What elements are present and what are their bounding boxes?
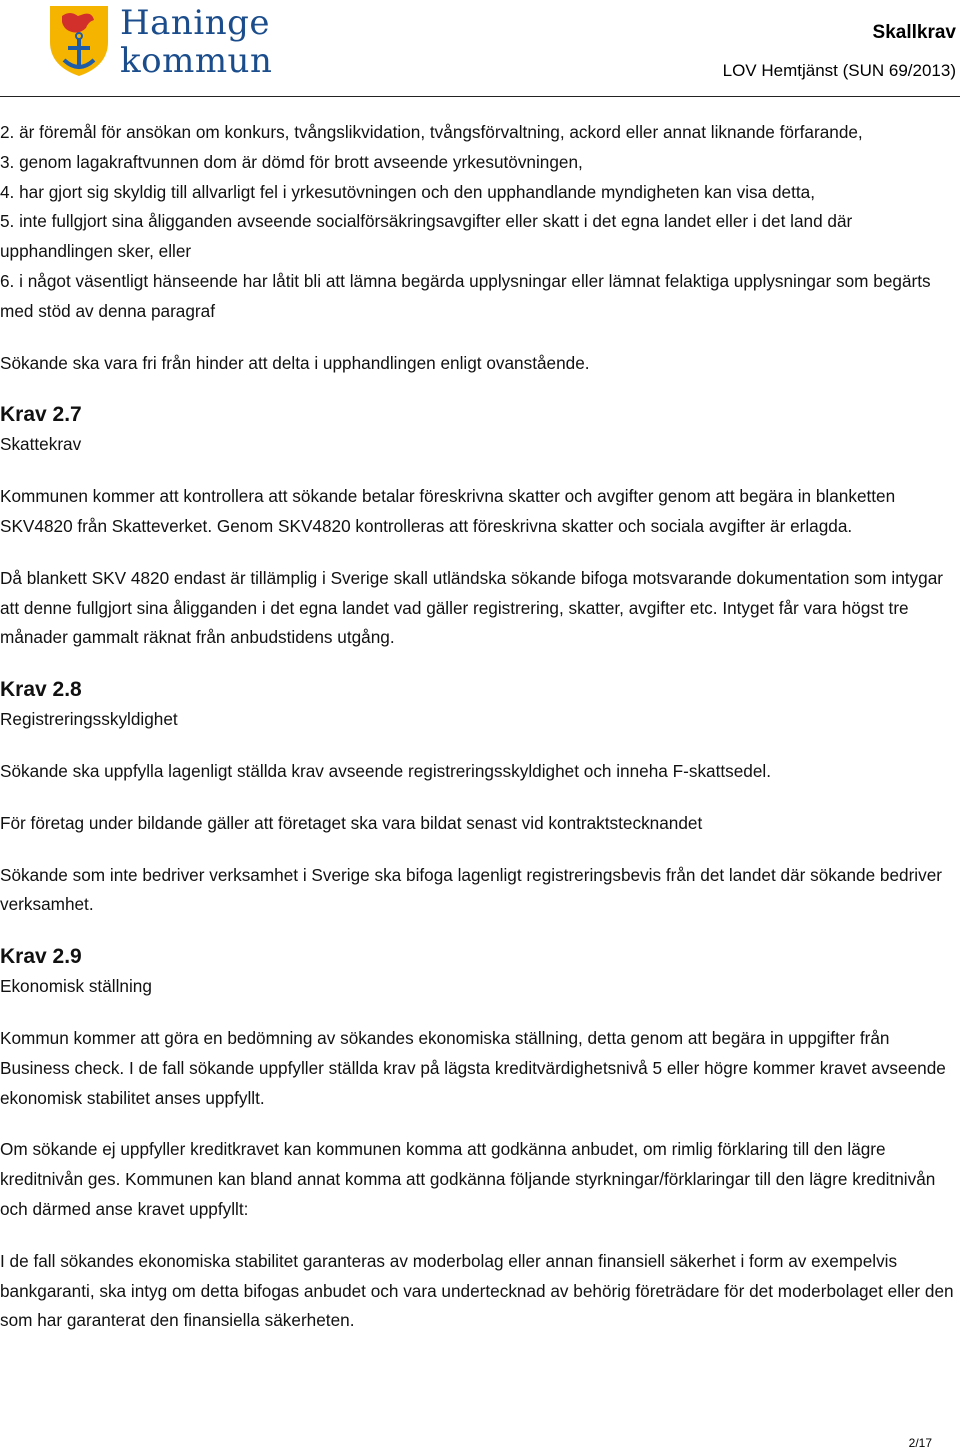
krav-2-9-paragraph: Kommun kommer att göra en bedömning av sökandes ekonomiska ställning, detta genom att begära in uppgifter från Business check. I de fall sökande uppfyller ställda krav på lägsta kreditvärdighetsnivå 5 eller högre kommer kravet avseende ekonomisk stabilitet anses uppfyllt. <box>0 1027 946 1108</box>
coat-of-arms-icon <box>48 4 110 78</box>
krav-2-9-heading: Krav 2.9 <box>0 945 82 969</box>
krav-2-7-paragraph: Kommunen kommer att kontrollera att sökande betalar föreskrivna skatter och avgifter genom att begära in blanketten SKV4820 från Skatteverket. Genom SKV4820 kontrolleras att föreskrivna skatter och sociala avgifter är erlagda. <box>0 486 896 536</box>
logo-line-kommun: kommun <box>120 41 273 81</box>
header-divider <box>0 96 960 97</box>
list-item: 3. genom lagakraftvunnen dom är dömd för brott avseende yrkesutövningen, <box>0 151 583 172</box>
krav-2-9-subheading: Ekonomisk ställning <box>0 976 152 997</box>
krav-2-8-paragraph: För företag under bildande gäller att företaget ska vara bildat senast vid kontraktstecknandet <box>0 812 703 833</box>
list-item: 6. i något väsentligt hänseende har låtit bli att lämna begärda upplysningar eller lämnat felaktiga upplysningar som begärts med stöd av denna paragraf <box>0 270 931 321</box>
krav-2-7-heading: Krav 2.7 <box>0 403 82 427</box>
krav-2-9-paragraph: Om sökande ej uppfyller kreditkravet kan kommunen komma att godkänna anbudet, om rimlig förklaring till den lägre kreditnivån ges. Kommunen kan bland annat komma att godkänna följande styrkningar/förklaringar till den lägre kreditnivån och därmed anse kravet uppfyllt: <box>0 1139 936 1219</box>
logo-line-haninge: Haninge <box>120 3 270 43</box>
haninge-kommun-logo <box>48 4 288 82</box>
logo-wordmark <box>120 3 273 81</box>
page-number: 2/17 <box>908 1436 932 1450</box>
document-body <box>0 118 958 1336</box>
krav-2-7-paragraph: Då blankett SKV 4820 endast är tillämplig i Sverige skall utländska sökande bifoga motsvarande dokumentation som intygar att denne fullgjort sina åligganden i det egna landet vad gäller registrering, skatter, avgifter etc. Intyget får vara högst tre månader gammalt räknat från anbudstidens utgång. <box>0 567 943 648</box>
list-item: 4. har gjort sig skyldig till allvarligt fel i yrkesutövningen och den upphandlande myndigheten kan visa detta, <box>0 181 815 202</box>
krav-2-8-heading: Krav 2.8 <box>0 678 82 702</box>
document-reference: LOV Hemtjänst (SUN 69/2013) <box>722 61 956 80</box>
krav-2-8-paragraph: Sökande som inte bedriver verksamhet i Sverige ska bifoga lagenligt registreringsbevis från det landet där sökande bedriver verksamhet. <box>0 864 943 915</box>
krav-2-8-subheading: Registreringsskyldighet <box>0 709 178 730</box>
list-item: 5. inte fullgjort sina åligganden avseende socialförsäkringsavgifter eller skatt i det egna landet eller i det land där upphandlingen sker, eller <box>0 211 853 262</box>
krav-2-8-paragraph: Sökande ska uppfylla lagenligt ställda krav avseende registreringsskyldighet och inneha F-skattsedel. <box>0 760 772 781</box>
document-title: Skallkrav <box>872 22 956 43</box>
page-header <box>0 0 960 96</box>
krav-2-9-paragraph: I de fall sökandes ekonomiska stabilitet garanteras av moderbolag eller annan finansiell säkerhet i form av exempelvis bankgaranti, ska intyg om detta bifogas anbudet och vara undertecknad av behörig företrädare för det moderbolaget eller den som har garanterat den finansiella säkerheten. <box>0 1250 954 1331</box>
hinder-summary: Sökande ska vara fri från hinder att delta i upphandlingen enligt ovanstående. <box>0 352 590 373</box>
list-item: 2. är föremål för ansökan om konkurs, tvångslikvidation, tvångsförvaltning, ackord eller annat liknande förfarande, <box>0 122 863 142</box>
krav-2-7-subheading: Skattekrav <box>0 434 82 455</box>
